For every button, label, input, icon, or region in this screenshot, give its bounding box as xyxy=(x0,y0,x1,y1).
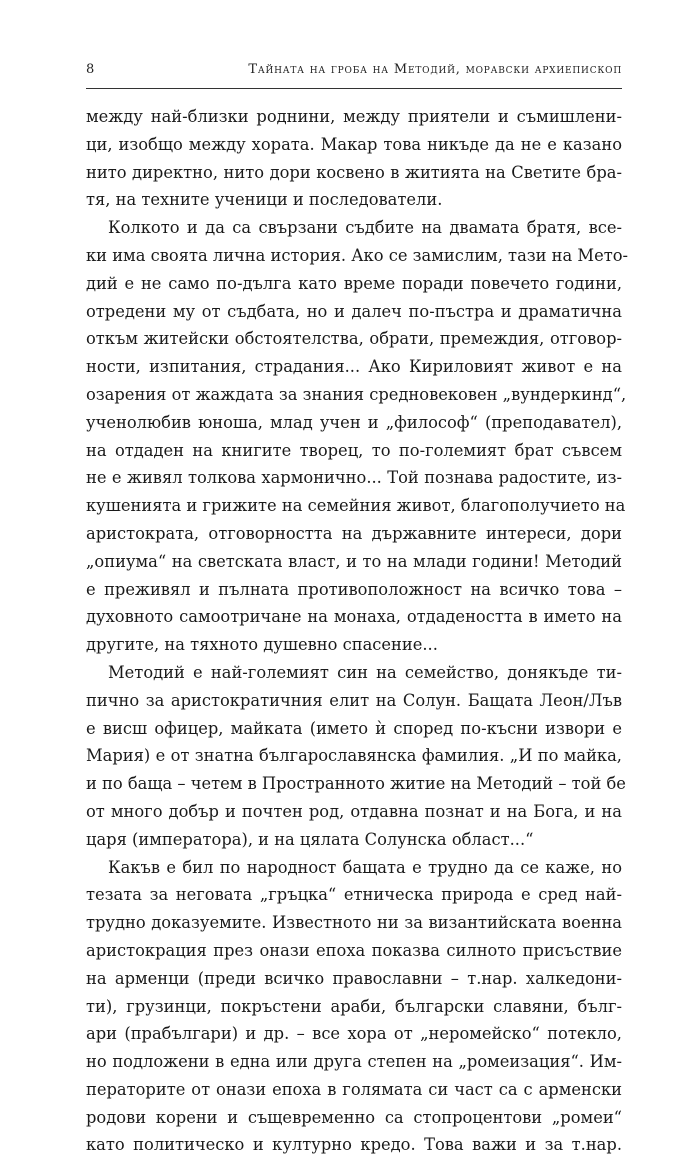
text-line: ци, изобщо между хората. Макар това никъде да не е казано xyxy=(86,134,622,154)
text-line: откъм житейски обстоятелства, обрати, премеждия, отговор- xyxy=(86,329,622,349)
paragraph xyxy=(86,214,629,659)
text-line: трудно доказуемите. Известното ни за византийската военна xyxy=(86,913,622,933)
text-line: Мария) е от знатна българославянска фамилия. „И по майка, xyxy=(86,746,622,766)
paragraph xyxy=(86,103,622,214)
text-line: родови корени и същевременно са стопроцентови „ромеи“ xyxy=(86,1107,622,1127)
text-line: озарения от жаждата за знания средновековен „вундеркинд“, xyxy=(86,384,627,404)
text-line: нито директно, нито дори косвено в житията на Светите бра- xyxy=(86,162,622,182)
text-line: аристокрация през онази епоха показва силното присъствие xyxy=(86,940,622,960)
text-line: „опиума“ на светската власт, и то на млади години! Методий xyxy=(86,551,622,571)
text-line: аристократа, отговорността на държавните интереси, дори xyxy=(86,523,622,543)
body-text xyxy=(86,103,629,1159)
text-line: е преживял и пълната противоположност на всичко това – xyxy=(86,579,622,599)
text-line: тезата за неговата „гръцка“ етническа природа е сред най- xyxy=(86,885,622,905)
text-line: не е живял толкова хармонично... Той познава радостите, из- xyxy=(86,468,622,488)
text-line: на отдаден на книгите творец, то по-големият брат съвсем xyxy=(86,440,622,460)
text-line: на арменци (преди всичко православни – т.нар. халкедони- xyxy=(86,968,622,988)
text-line: Методий е най-големият син на семейство, донякъде ти- xyxy=(108,662,622,682)
text-line: ари (прабългари) и др. – все хора от „неромейско“ потекло, xyxy=(86,1024,622,1044)
text-line: кушенията и грижите на семейния живот, благополучието на xyxy=(86,496,626,516)
text-line: и по баща – четем в Пространното житие на Методий – той бе xyxy=(86,774,626,794)
text-line: но подложени в една или друга степен на „ромеизация“. Им- xyxy=(86,1052,622,1072)
text-line: духовното самоотричане на монаха, отдадеността в името на xyxy=(86,607,622,627)
text-line: другите, на тяхното душевно спасение... xyxy=(86,635,438,655)
book-page xyxy=(86,62,629,1155)
text-line: Какъв е бил по народност бащата е трудно да се каже, но xyxy=(108,857,622,877)
text-line: дий е не само по-дълга като време поради повечето години, xyxy=(86,273,622,293)
text-line: ти), грузинци, покръстени араби, български славяни, бълг- xyxy=(86,996,622,1016)
text-line: тя, на техните ученици и последователи. xyxy=(86,190,443,210)
text-line: ности, изпитания, страдания... Ако Кириловият живот е на xyxy=(86,357,622,377)
text-line: е висш офицер, майката (името ѝ според по-късни извори е xyxy=(86,718,622,738)
text-line: Колкото и да са свързани съдбите на двамата братя, все- xyxy=(108,218,622,238)
text-line: от много добър и почтен род, отдавна познат и на Бога, и на xyxy=(86,801,622,821)
text-line: пично за аристократичния елит на Солун. Бащата Леон/Лъв xyxy=(86,690,622,710)
paragraph xyxy=(86,854,622,1159)
paragraph xyxy=(86,659,626,854)
page-number: 8 xyxy=(86,62,95,77)
text-line: ученолюбив юноша, млад учен и „философ“ (преподавател), xyxy=(86,412,622,432)
running-header xyxy=(86,62,622,89)
running-title: Тайната на гроба на Методий, моравски архиепископ xyxy=(248,62,622,77)
text-line: ператорите от онази епоха в голямата си част са с арменски xyxy=(86,1079,622,1099)
text-line: отредени му от съдбата, но и далеч по-пъстра и драматична xyxy=(86,301,622,321)
text-line: между най-близки роднини, между приятели и съмишлени- xyxy=(86,107,622,126)
text-line: ки има своята лична история. Ако се замислим, тази на Мето- xyxy=(86,245,629,265)
text-line: царя (императора), и на цялата Солунска област...“ xyxy=(86,829,534,849)
text-line: като политическо и културно кредо. Това важи и за т.нар. xyxy=(86,1135,622,1155)
